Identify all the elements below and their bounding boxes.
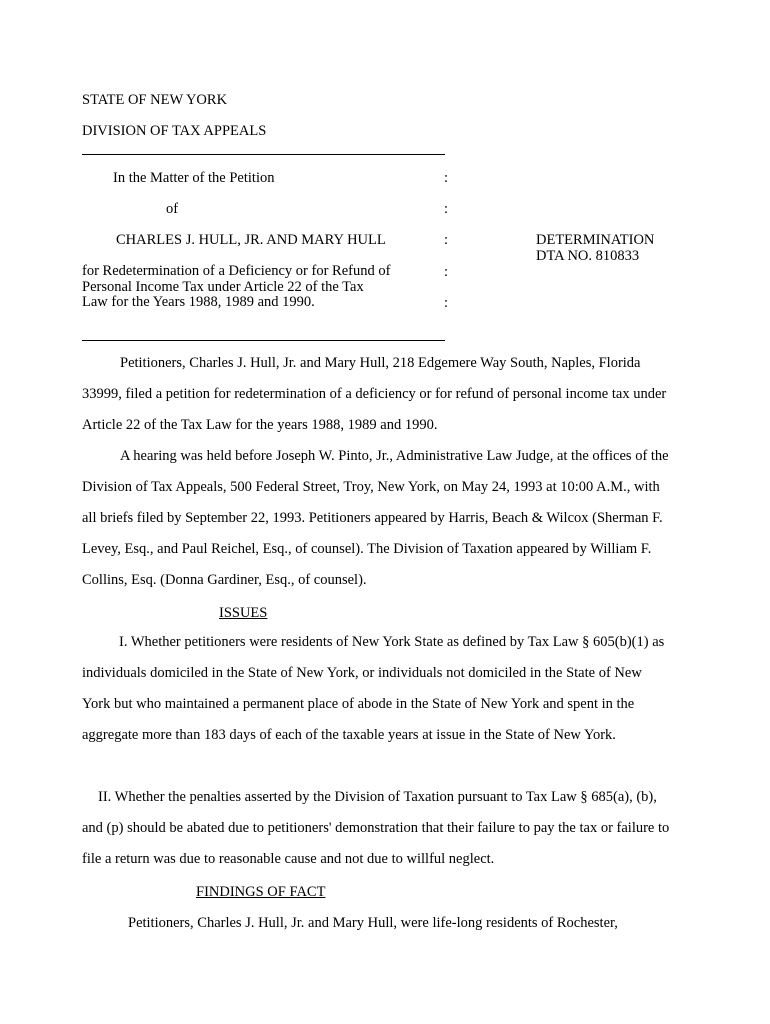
dta-number: DTA NO. 810833 [536,248,640,264]
caption-colon: : [444,264,449,280]
findings-heading: FINDINGS OF FACT [196,884,326,900]
hearing-paragraph: A hearing was held before Joseph W. Pinto, Jr., Administrative Law Judge, at the offices of the Division of Tax Appeals, 500 Federal Street, Troy, New York, on May 24, 1993 at 10:00 A.M., with all briefs filed by September 22, 1993. Petitioners appeared by Harris, Beach & Wilcox (Sherman F. Levey, Esq., and Paul Reichel, Esq., of counsel). The Division of Taxation appeared by William F. Collins, Esq. (Donna Gardiner, Esq., of counsel). [82,448,669,588]
caption-petitioners: CHARLES J. HULL, JR. AND MARY HULL [116,232,386,248]
issue-one: I. Whether petitioners were residents of New York State as defined by Tax Law § 605(b)(1) as individuals domiciled in the State of New York, or individuals not domiciled in the State of New York but who maintained a permanent place of abode in the State of New York and spent in the aggregate more than 183 days of each of the taxable years at issue in the State of New York. [82,634,665,743]
caption-of: of [166,201,179,217]
issue-two: II. Whether the penalties asserted by the Division of Taxation pursuant to Tax Law § 685(a), (b), and (p) should be abated due to petitioners' demonstration that their failure to pay the tax or failure to file a return was due to reasonable cause and not due to willful neglect. [82,789,670,867]
caption-colon: : [444,201,449,217]
state-heading: STATE OF NEW YORK [82,92,228,108]
caption-colon: : [444,232,449,248]
caption-matter: In the Matter of the Petition [113,170,275,186]
caption-colon: : [444,170,449,186]
caption-purpose: for Redetermination of a Deficiency or for Refund of Personal Income Tax under Article 22 of the Tax Law for the Years 1988, 1989 and 1990. [82,263,391,310]
issues-heading: ISSUES [219,605,268,621]
division-heading: DIVISION OF TAX APPEALS [82,123,267,139]
petition-paragraph: Petitioners, Charles J. Hull, Jr. and Mary Hull, 218 Edgemere Way South, Naples, Florida 33999, filed a petition for redetermination of a deficiency or for refund of personal income tax under Article 22 of the Tax Law for the years 1988, 1989 and 1990. [82,355,667,433]
findings-paragraph: Petitioners, Charles J. Hull, Jr. and Mary Hull, were life-long residents of Rochester, [128,915,618,931]
caption-bottom-rule [82,340,445,341]
determination-title: DETERMINATION [536,232,655,248]
caption-colon: : [444,295,449,311]
caption-top-rule [82,154,445,155]
